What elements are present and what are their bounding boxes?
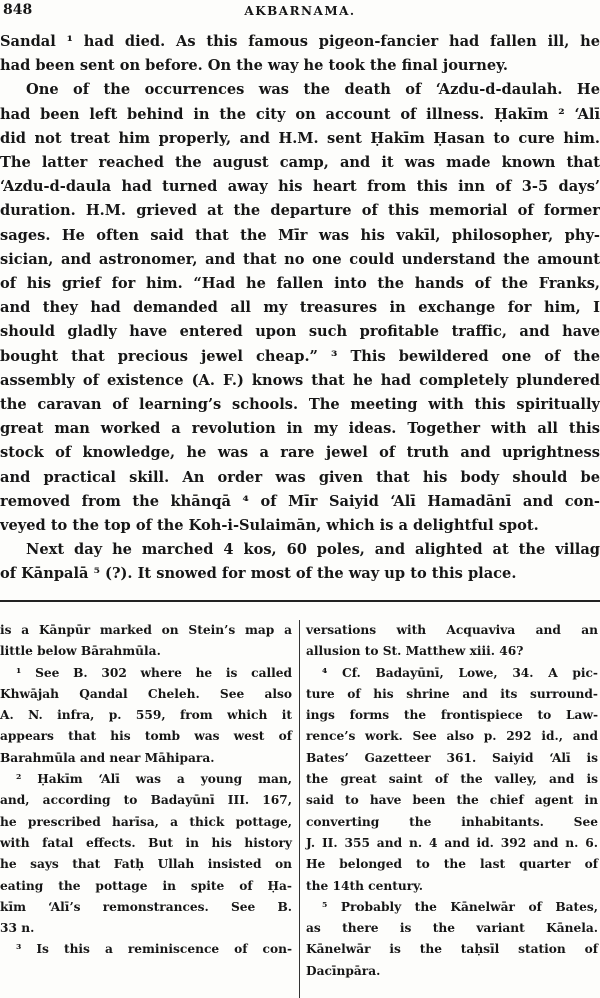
- footnote-line: [0, 748, 292, 769]
- text-line: of Kānpalā ⁵ (?). It snowed for most of the way up to this place.: [0, 565, 517, 583]
- footnote-line: [0, 641, 292, 662]
- text-line: sages. He often said that the Mīr was his vakīl, philosopher, phy-: [0, 226, 600, 244]
- text-line: and practical skill. An order was given that his body should be: [0, 468, 600, 486]
- footnote-line: [306, 790, 598, 811]
- paragraph: [0, 103, 600, 127]
- text-line: Dacīnpāra.: [306, 963, 381, 978]
- footnote-line: [306, 961, 598, 982]
- footnote-line: [0, 790, 292, 811]
- text-line: Next day he marched 4 kos, 60 poles, and alighted at the villag: [26, 541, 600, 559]
- footnote-line: [0, 684, 292, 705]
- text-line: had been sent on before. On the way he took the final journey.: [0, 57, 509, 75]
- text-line: One of the occurrences was the death of ‘Azdu-d-daulah. He: [26, 81, 600, 99]
- footnote-line: [306, 897, 598, 918]
- text-line: did not treat him properly, and H.M. sent Ḥakīm Ḥasan to cure him.: [0, 129, 600, 147]
- paragraph: [0, 175, 600, 199]
- text-line: Khwājah Qandal Cheleh. See also: [0, 686, 292, 701]
- footnote-line: [0, 897, 292, 918]
- text-line: appears that his tomb was west of: [0, 729, 292, 744]
- paragraph: [0, 199, 600, 223]
- text-line: Kānelwār is the taḥsīl station of: [306, 942, 598, 957]
- text-line: the caravan of learning’s schools. The meeting with this spiritually: [0, 396, 600, 414]
- main-text: [0, 30, 600, 587]
- text-line: sician, and astronomer, and that no one could understand the amount: [0, 250, 600, 268]
- paragraph: [0, 224, 600, 248]
- text-line: versations with Acquaviva and an: [306, 623, 598, 637]
- column-divider: [299, 620, 300, 998]
- footnote-line: [306, 854, 598, 875]
- footnote-divider: [0, 600, 600, 602]
- paragraph: [0, 562, 600, 586]
- footnote-line: [306, 684, 598, 705]
- text-line: allusion to St. Matthew xiii. 46?: [306, 644, 524, 659]
- text-line: eating the pottage in spite of Ḥa-: [0, 878, 292, 893]
- text-line: the great saint of the valley, and is: [306, 772, 598, 787]
- paragraph: [0, 441, 600, 465]
- text-line: A. N. infra, p. 559, from which it: [0, 708, 292, 723]
- text-line: with fatal effects. But in his history: [0, 835, 292, 850]
- text-line: The latter reached the august camp, and it was made known that: [0, 154, 600, 172]
- text-line: He belonged to the last quarter of: [306, 857, 598, 872]
- text-line: removed from the khānqā ⁴ of Mīr Saiyid ‘Alī Hamadānī and con-: [0, 492, 600, 510]
- footnote-line: [0, 876, 292, 897]
- footnote-line: [306, 663, 598, 684]
- footnote-column-left: [0, 620, 292, 961]
- footnote-line: [0, 726, 292, 747]
- text-line: and, according to Badayūnī III. 167,: [0, 793, 292, 808]
- text-line: ture of his shrine and its surround-: [306, 686, 598, 701]
- text-line: and they had demanded all my treasures in exchange for him, I: [0, 299, 600, 317]
- text-line: rence’s work. See also p. 292 id., and: [306, 729, 598, 744]
- footnote-line: [306, 939, 598, 960]
- footnote-line: [0, 769, 292, 790]
- text-line: ings forms the frontispiece to Law-: [306, 708, 598, 723]
- footnote-line: [306, 620, 598, 641]
- paragraph: [0, 248, 600, 272]
- text-line: J. II. 355 and n. 4 and id. 392 and n. 6.: [306, 835, 598, 850]
- text-line: Barahmūla and near Māhipara.: [0, 750, 215, 765]
- paragraph: [0, 296, 600, 320]
- paragraph: [0, 466, 600, 490]
- paragraph: [0, 127, 600, 151]
- footnote-line: [0, 918, 292, 939]
- footnote-line: [0, 939, 292, 960]
- text-line: kīm ‘Alī’s remonstrances. See B.: [0, 899, 292, 914]
- text-line: veyed to the top of the Koh-i-Sulaimān, which is a delightful spot.: [0, 517, 539, 535]
- text-line: should gladly have entered upon such profitable traffic, and have: [0, 323, 600, 341]
- text-line: stock of knowledge, he was a rare jewel of truth and uprightness: [0, 444, 600, 462]
- text-line: Sandal ¹ had died. As this famous pigeon-fancier had fallen ill, he: [0, 33, 600, 50]
- text-line: as there is the variant Kānela.: [306, 921, 598, 936]
- text-line: bought that precious jewel cheap.” ³ This bewildered one of the: [0, 347, 600, 365]
- text-line: ³ Is this a reminiscence of con-: [16, 942, 292, 957]
- page-header: [0, 2, 600, 22]
- footnote-line: [0, 854, 292, 875]
- text-line: Bates’ Gazetteer 361. Saiyid ‘Alī is: [306, 750, 598, 765]
- paragraph: [0, 320, 600, 344]
- text-line: ‘Azdu-d-daula had turned away his heart from this inn of 3-5 days’: [0, 178, 600, 196]
- text-line: 33 n.: [0, 921, 35, 936]
- paragraph: [0, 490, 600, 514]
- paragraph: [0, 272, 600, 296]
- footnote-line: [306, 769, 598, 790]
- footnote-line: [0, 812, 292, 833]
- text-line: duration. H.M. grieved at the departure of this memorial of former: [0, 202, 600, 220]
- footnote-column-right: [306, 620, 598, 982]
- text-line: converting the inhabitants. See: [306, 814, 598, 829]
- footnote-line: [306, 748, 598, 769]
- text-line: had been left behind in the city on account of illness. Ḥakīm ² ‘Alī: [0, 105, 600, 123]
- text-line: ⁵ Probably the Kānelwār of Bates,: [322, 899, 598, 914]
- paragraph: [0, 151, 600, 175]
- footnote-line: [306, 876, 598, 897]
- footnote-line: [306, 726, 598, 747]
- footnotes: [0, 620, 600, 998]
- footnote-line: [0, 705, 292, 726]
- page-number: 848: [3, 2, 33, 18]
- footnote-line: [306, 641, 598, 662]
- footnote-line: [306, 833, 598, 854]
- paragraph: [0, 369, 600, 393]
- text-line: he prescribed harīsa, a thick pottage,: [0, 814, 292, 829]
- running-title: AKBARNAMA.: [244, 4, 356, 18]
- text-line: assembly of existence (A. F.) knows that he had completely plundered: [0, 371, 600, 389]
- footnote-line: [306, 705, 598, 726]
- text-line: the 14th century.: [306, 878, 424, 893]
- footnote-line: [306, 812, 598, 833]
- text-line: little below Bārahmūla.: [0, 644, 161, 659]
- paragraph: [0, 417, 600, 441]
- footnote-line: [0, 833, 292, 854]
- text-line: ⁴ Cf. Badayūnī, Lowe, 34. A pic-: [322, 665, 598, 680]
- text-line: ¹ See B. 302 where he is called: [16, 665, 292, 680]
- paragraph: [0, 30, 600, 54]
- text-line: said to have been the chief agent in: [306, 793, 598, 808]
- text-line: is a Kānpūr marked on Stein’s map a: [0, 623, 292, 637]
- footnote-line: [306, 918, 598, 939]
- text-line: he says that Fatḥ Ullah insisted on: [0, 857, 292, 872]
- paragraph: [0, 54, 600, 78]
- footnote-line: [0, 620, 292, 641]
- footnote-line: [0, 663, 292, 684]
- paragraph: [0, 538, 600, 562]
- paragraph: [0, 345, 600, 369]
- text-line: great man worked a revolution in my ideas. Together with all this: [0, 420, 600, 438]
- paragraph: [0, 78, 600, 102]
- paragraph: [0, 514, 600, 538]
- text-line: of his grief for him. “Had he fallen into the hands of the Franks,: [0, 275, 600, 293]
- paragraph: [0, 393, 600, 417]
- text-line: ² Ḥakīm ‘Alī was a young man,: [16, 772, 292, 787]
